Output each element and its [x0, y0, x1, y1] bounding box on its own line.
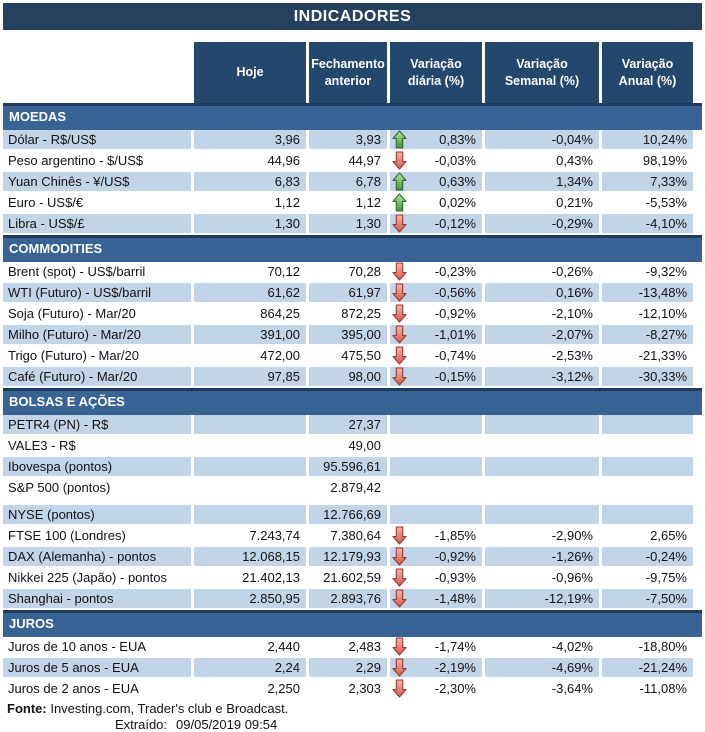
- column-header-variacao-diaria: Variação diária (%): [390, 42, 482, 103]
- fechamento-anterior-cell: 12.179,93: [309, 547, 387, 566]
- hoje-cell: 2,250: [267, 681, 300, 696]
- table-header: [3, 42, 702, 103]
- section-header-commodities: COMMODITIES: [3, 235, 702, 262]
- variacao-semanal-cell: -2,53%: [551, 348, 593, 363]
- variacao-diaria-cell: [390, 193, 482, 212]
- row-label: Soja (Futuro) - Mar/20: [8, 306, 136, 321]
- row-label: Juros de 2 anos - EUA: [8, 681, 139, 696]
- table-row: [3, 346, 702, 365]
- variacao-diaria-value: -2,30%: [434, 681, 476, 696]
- table-row: [3, 505, 702, 524]
- variacao-semanal-cell: -2,10%: [551, 306, 593, 321]
- column-header-hoje: Hoje: [194, 42, 306, 103]
- fechamento-anterior-cell: 2,483: [348, 639, 381, 654]
- variacao-diaria-cell: [390, 589, 482, 608]
- fechamento-anterior-cell: 70,28: [348, 264, 381, 279]
- row-label: Dólar - R$/US$: [3, 130, 191, 149]
- row-label: Peso argentino - $/US$: [8, 153, 144, 168]
- fechamento-anterior-cell: 61,97: [309, 283, 387, 302]
- variacao-diaria-cell: [390, 547, 482, 566]
- variacao-diaria-cell: [390, 283, 482, 302]
- row-label: Shanghai - pontos: [3, 589, 191, 608]
- variacao-diaria-cell: [390, 436, 482, 455]
- hoje-cell: [194, 478, 306, 497]
- variacao-semanal-cell: -2,07%: [485, 325, 599, 344]
- table-row: [3, 568, 702, 587]
- variacao-semanal-cell: [485, 436, 599, 455]
- variacao-semanal-cell: -4,02%: [551, 639, 593, 654]
- down-arrow-icon: [392, 214, 407, 233]
- fechamento-anterior-cell: 21.602,59: [323, 570, 381, 585]
- variacao-diaria-cell: [390, 151, 482, 170]
- variacao-anual-cell: [602, 415, 693, 434]
- source-line: [3, 701, 702, 716]
- hoje-cell: 6,83: [194, 172, 306, 191]
- hoje-cell: 7.243,74: [249, 528, 300, 543]
- table-row: [3, 151, 702, 170]
- variacao-anual-cell: -12,10%: [638, 306, 687, 321]
- down-arrow-icon: [392, 679, 407, 698]
- variacao-semanal-cell: [485, 478, 599, 497]
- row-label: VALE3 - R$: [8, 438, 76, 453]
- variacao-semanal-cell: 0,16%: [485, 283, 599, 302]
- table-row: [3, 283, 702, 302]
- down-arrow-icon: [392, 367, 407, 386]
- variacao-anual-cell: [602, 436, 693, 455]
- hoje-cell: 2,440: [267, 639, 300, 654]
- variacao-semanal-cell: -4,69%: [485, 658, 599, 677]
- variacao-diaria-cell: [390, 304, 482, 323]
- variacao-semanal-cell: 0,43%: [556, 153, 593, 168]
- row-label: WTI (Futuro) - US$/barril: [3, 283, 191, 302]
- variacao-diaria-value: -0,93%: [434, 570, 476, 585]
- column-header-variacao-semanal: Variação Semanal (%): [485, 42, 599, 103]
- row-label: Brent (spot) - US$/barril: [8, 264, 146, 279]
- hoje-cell: [194, 415, 306, 434]
- variacao-diaria-value: -1,01%: [434, 327, 476, 342]
- hoje-cell: 3,96: [194, 130, 306, 149]
- variacao-anual-cell: -8,27%: [602, 325, 693, 344]
- hoje-cell: 1,30: [194, 214, 306, 233]
- row-label: Libra - US$/£: [3, 214, 191, 233]
- down-arrow-icon: [392, 589, 407, 608]
- variacao-semanal-cell: -0,26%: [551, 264, 593, 279]
- table-body: [3, 103, 702, 698]
- variacao-diaria-value: -0,12%: [434, 216, 476, 231]
- row-label: Café (Futuro) - Mar/20: [3, 367, 191, 386]
- fechamento-anterior-cell: 2,303: [348, 681, 381, 696]
- variacao-diaria-value: -2,19%: [434, 660, 476, 675]
- variacao-diaria-value: -0,56%: [434, 285, 476, 300]
- variacao-anual-cell: [602, 505, 693, 524]
- table-row: [3, 262, 702, 281]
- variacao-semanal-cell: -0,29%: [485, 214, 599, 233]
- fechamento-anterior-cell: 1,12: [355, 195, 381, 210]
- variacao-anual-cell: -0,24%: [602, 547, 693, 566]
- column-header-fechamento-anterior: Fechamento anterior: [309, 42, 387, 103]
- fechamento-anterior-cell: 27,37: [309, 415, 387, 434]
- up-arrow-icon: [392, 130, 407, 149]
- variacao-diaria-cell: [390, 325, 482, 344]
- variacao-diaria-value: -1,74%: [434, 639, 476, 654]
- row-label: NYSE (pontos): [3, 505, 191, 524]
- variacao-diaria-cell: [390, 367, 482, 386]
- table-row: [3, 637, 702, 656]
- page-title: INDICADORES: [3, 3, 702, 30]
- variacao-anual-cell: 98,19%: [642, 153, 687, 168]
- variacao-semanal-cell: 0,21%: [556, 195, 593, 210]
- fechamento-anterior-cell: 475,50: [341, 348, 381, 363]
- variacao-diaria-value: -1,85%: [434, 528, 476, 543]
- variacao-diaria-cell: [390, 214, 482, 233]
- fechamento-anterior-cell: 2,29: [309, 658, 387, 677]
- variacao-semanal-cell: [485, 457, 599, 476]
- variacao-semanal-cell: -3,12%: [485, 367, 599, 386]
- variacao-diaria-cell: [390, 637, 482, 656]
- variacao-semanal-cell: -0,04%: [485, 130, 599, 149]
- variacao-anual-cell: 7,33%: [602, 172, 693, 191]
- variacao-diaria-cell: [390, 415, 482, 434]
- variacao-anual-cell: -18,80%: [638, 639, 687, 654]
- fechamento-anterior-cell: 395,00: [309, 325, 387, 344]
- variacao-anual-cell: -9,75%: [645, 570, 687, 585]
- table-row: [3, 325, 702, 344]
- down-arrow-icon: [392, 637, 407, 656]
- variacao-diaria-cell: [390, 130, 482, 149]
- variacao-diaria-cell: [390, 457, 482, 476]
- row-label: Juros de 10 anos - EUA: [8, 639, 147, 654]
- extraction-label: Extraído:: [115, 717, 168, 732]
- column-header-variacao-anual: Variação Anual (%): [602, 42, 693, 103]
- hoje-cell: [194, 436, 306, 455]
- variacao-semanal-cell: -3,64%: [551, 681, 593, 696]
- variacao-anual-cell: -9,32%: [645, 264, 687, 279]
- down-arrow-icon: [392, 526, 407, 545]
- table-row: [3, 526, 702, 545]
- fechamento-anterior-cell: 872,25: [341, 306, 381, 321]
- hoje-cell: 97,85: [194, 367, 306, 386]
- table-row: [3, 415, 702, 434]
- variacao-diaria-cell: [390, 262, 482, 281]
- section-header-juros: JUROS: [3, 610, 702, 637]
- down-arrow-icon: [392, 325, 407, 344]
- variacao-diaria-value: -0,15%: [434, 369, 476, 384]
- up-arrow-icon: [392, 172, 407, 191]
- fechamento-anterior-cell: 2.893,76: [309, 589, 387, 608]
- variacao-anual-cell: -21,24%: [602, 658, 693, 677]
- down-arrow-icon: [392, 283, 407, 302]
- hoje-cell: 472,00: [260, 348, 300, 363]
- table-row: [3, 130, 702, 149]
- table-row: [3, 589, 702, 608]
- row-label: Yuan Chinês - ¥/US$: [3, 172, 191, 191]
- variacao-semanal-cell: -2,90%: [551, 528, 593, 543]
- variacao-semanal-cell: [485, 505, 599, 524]
- fechamento-anterior-cell: 3,93: [309, 130, 387, 149]
- fechamento-anterior-cell: 44,97: [348, 153, 381, 168]
- variacao-diaria-cell: [390, 346, 482, 365]
- fechamento-anterior-cell: 12.766,69: [309, 505, 387, 524]
- row-label: Milho (Futuro) - Mar/20: [3, 325, 191, 344]
- row-label: Trigo (Futuro) - Mar/20: [8, 348, 139, 363]
- variacao-semanal-cell: -12,19%: [485, 589, 599, 608]
- hoje-cell: 44,96: [267, 153, 300, 168]
- variacao-diaria-cell: [390, 568, 482, 587]
- fechamento-anterior-cell: 7.380,64: [330, 528, 381, 543]
- fechamento-anterior-cell: 2.879,42: [330, 480, 381, 495]
- variacao-semanal-cell: [485, 415, 599, 434]
- variacao-diaria-cell: [390, 658, 482, 677]
- variacao-diaria-value: -1,48%: [434, 591, 476, 606]
- variacao-diaria-value: -0,74%: [434, 348, 476, 363]
- section-header-moedas: MOEDAS: [3, 103, 702, 130]
- variacao-semanal-cell: -0,96%: [551, 570, 593, 585]
- down-arrow-icon: [392, 658, 407, 677]
- source-label: Fonte:: [7, 701, 47, 716]
- variacao-diaria-cell: [390, 679, 482, 698]
- table-row: [3, 193, 702, 212]
- table-row: [3, 679, 702, 698]
- variacao-diaria-value: 0,63%: [439, 174, 476, 189]
- variacao-anual-cell: [602, 457, 693, 476]
- table-row: [3, 478, 702, 497]
- table-row: [3, 172, 702, 191]
- row-label: PETR4 (PN) - R$: [3, 415, 191, 434]
- table-row: [3, 304, 702, 323]
- variacao-anual-cell: -4,10%: [602, 214, 693, 233]
- variacao-diaria-value: -0,03%: [434, 153, 476, 168]
- hoje-cell: 21.402,13: [242, 570, 300, 585]
- down-arrow-icon: [392, 346, 407, 365]
- hoje-cell: [194, 457, 306, 476]
- fechamento-anterior-cell: 6,78: [309, 172, 387, 191]
- row-label: Juros de 5 anos - EUA: [3, 658, 191, 677]
- row-label: DAX (Alemanha) - pontos: [3, 547, 191, 566]
- fechamento-anterior-cell: 1,30: [309, 214, 387, 233]
- variacao-anual-cell: -21,33%: [638, 348, 687, 363]
- table-row: [3, 547, 702, 566]
- variacao-semanal-cell: -1,26%: [485, 547, 599, 566]
- variacao-diaria-cell: [390, 526, 482, 545]
- section-header-bolsas: BOLSAS E AÇÕES: [3, 388, 702, 415]
- hoje-cell: 391,00: [194, 325, 306, 344]
- table-row: [3, 436, 702, 455]
- table-row: [3, 658, 702, 677]
- variacao-anual-cell: 2,65%: [650, 528, 687, 543]
- row-label: S&P 500 (pontos): [8, 480, 111, 495]
- hoje-cell: 1,12: [274, 195, 300, 210]
- variacao-diaria-value: -0,23%: [434, 264, 476, 279]
- hoje-cell: 864,25: [260, 306, 300, 321]
- variacao-diaria-value: 0,02%: [439, 195, 476, 210]
- down-arrow-icon: [392, 304, 407, 323]
- header-corner-cell: [3, 42, 191, 103]
- variacao-anual-cell: -30,33%: [602, 367, 693, 386]
- footer: [3, 701, 702, 732]
- extraction-line: [3, 717, 702, 732]
- table-row: [3, 457, 702, 476]
- variacao-diaria-value: -0,92%: [434, 306, 476, 321]
- variacao-diaria-value: -0,92%: [434, 549, 476, 564]
- hoje-cell: 70,12: [267, 264, 300, 279]
- variacao-anual-cell: 10,24%: [602, 130, 693, 149]
- hoje-cell: [194, 505, 306, 524]
- row-label: Ibovespa (pontos): [3, 457, 191, 476]
- row-label: Nikkei 225 (Japão) - pontos: [8, 570, 167, 585]
- fechamento-anterior-cell: 98,00: [309, 367, 387, 386]
- fechamento-anterior-cell: 95.596,61: [309, 457, 387, 476]
- variacao-semanal-cell: 1,34%: [485, 172, 599, 191]
- hoje-cell: 61,62: [194, 283, 306, 302]
- down-arrow-icon: [392, 151, 407, 170]
- hoje-cell: 12.068,15: [194, 547, 306, 566]
- variacao-anual-cell: -13,48%: [602, 283, 693, 302]
- down-arrow-icon: [392, 568, 407, 587]
- hoje-cell: 2.850,95: [194, 589, 306, 608]
- row-label: FTSE 100 (Londres): [8, 528, 126, 543]
- down-arrow-icon: [392, 547, 407, 566]
- variacao-anual-cell: [602, 478, 693, 497]
- variacao-anual-cell: -5,53%: [645, 195, 687, 210]
- hoje-cell: 2,24: [194, 658, 306, 677]
- variacao-anual-cell: -7,50%: [602, 589, 693, 608]
- fechamento-anterior-cell: 49,00: [348, 438, 381, 453]
- variacao-diaria-value: 0,83%: [439, 132, 476, 147]
- variacao-diaria-cell: [390, 505, 482, 524]
- extraction-timestamp: 09/05/2019 09:54: [176, 717, 278, 732]
- row-label: Euro - US$/€: [8, 195, 84, 210]
- variacao-anual-cell: -11,08%: [639, 681, 687, 696]
- variacao-diaria-cell: [390, 478, 482, 497]
- up-arrow-icon: [392, 193, 407, 212]
- table-row: [3, 214, 702, 233]
- down-arrow-icon: [392, 262, 407, 281]
- table-row: [3, 367, 702, 386]
- variacao-diaria-cell: [390, 172, 482, 191]
- source-text: Investing.com, Trader's club e Broadcast.: [50, 701, 289, 716]
